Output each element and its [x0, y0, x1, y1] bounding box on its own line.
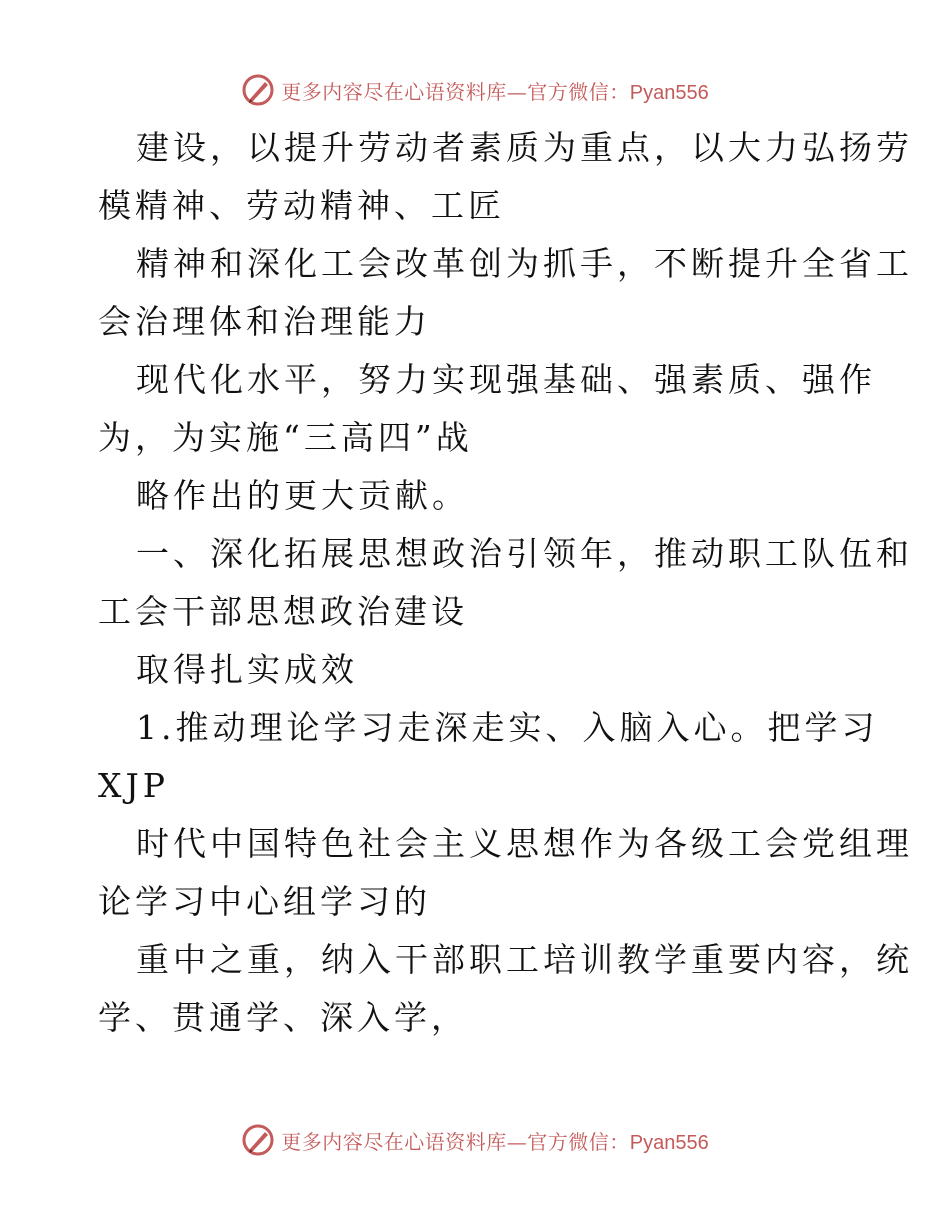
body-line: 时代中国特色社会主义思想作为各级工会党组理	[136, 824, 913, 863]
body-line: 模精神、劳动精神、工匠	[98, 186, 505, 225]
watermark-wechat-id: Pyan556	[629, 1131, 709, 1154]
body-line: 会治理体和治理能力	[98, 302, 431, 341]
body-line: 1.推动理论学习走深走实、入脑入心。把学习	[136, 708, 879, 747]
body-line: XJP	[98, 766, 169, 805]
body-line: 精神和深化工会改革创为抓手，不断提升全省工	[136, 244, 913, 283]
section-heading-line: 一、深化拓展思想政治引领年，推动职工队伍和	[136, 534, 913, 573]
watermark-text	[281, 1126, 708, 1155]
body-line: 略作出的更大贡献。	[136, 476, 469, 515]
body-line: 为，为实施“三高四”战	[98, 418, 473, 457]
body-line: 论学习中心组学习的	[98, 882, 431, 921]
footer-watermark	[0, 1120, 950, 1160]
watermark-label: 更多内容尽在心语资料库—官方微信：	[281, 1129, 630, 1154]
body-line: 学、贯通学、深入学，	[98, 998, 468, 1037]
body-line: 建设，以提升劳动者素质为重点，以大力弘扬劳	[136, 128, 913, 167]
watermark-label: 更多内容尽在心语资料库—官方微信：	[281, 79, 630, 104]
section-heading-line: 工会干部思想政治建设	[98, 592, 468, 631]
body-line: 现代化水平，努力实现强基础、强素质、强作	[136, 360, 876, 399]
pen-in-circle-logo-icon	[241, 1123, 275, 1157]
section-heading-line: 取得扎实成效	[136, 650, 358, 689]
watermark-wechat-id: Pyan556	[629, 81, 709, 104]
body-line: 重中之重，纳入干部职工培训教学重要内容，统	[136, 940, 913, 979]
